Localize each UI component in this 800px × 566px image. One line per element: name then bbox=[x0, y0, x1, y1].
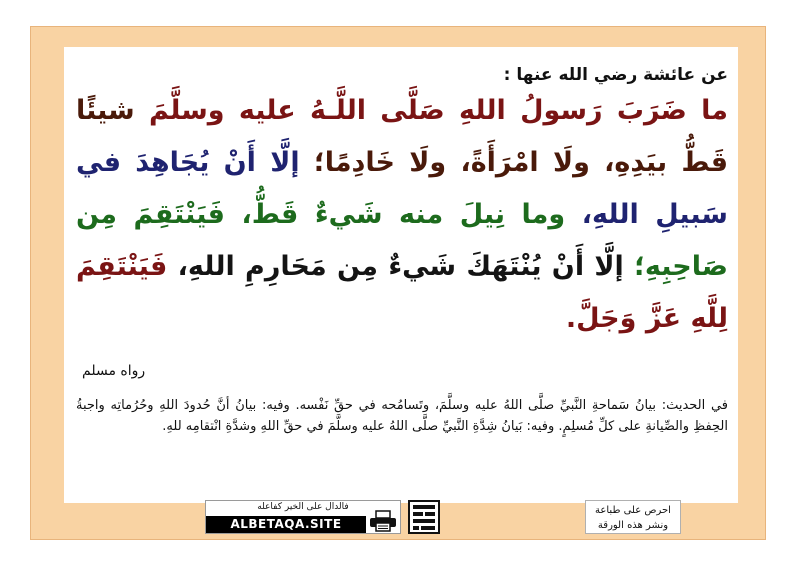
hadith-segment: فَيَنْتَقِمَ لِلَّهِ عَزَّ وَجَلَّ. bbox=[76, 251, 728, 334]
printer-icon bbox=[369, 510, 397, 532]
site-tagline: فالدال على الخير كفاعله bbox=[257, 502, 349, 512]
footer-bar bbox=[0, 495, 800, 539]
hadith-commentary: في الحديث: بيانُ سَماحةِ النَّبيِّ صلَّى اللهُ عليه وسلَّمَ، وتَسامُحه في حقِّ نَفْسه. وفيه: بيانُ أنَّ حُدودَ اللهِ وحُرُماتِه واجبةُ الحِفظِ والصِّيانةِ على كلِّ مُسلِمٍ. وفيه: بَيانُ شِدَّةِ النَّبيِّ صلَّى اللهُ عليه وسلَّمَ في حقِّ اللهِ وشدَّةِ انْتقامِه للهِ. bbox=[76, 398, 728, 434]
site-url[interactable]: ALBETAQA.SITE bbox=[206, 516, 366, 533]
dawah-paper-logo bbox=[407, 499, 441, 535]
narrator-credit: رواه مسلم bbox=[82, 363, 146, 379]
site-badge[interactable] bbox=[205, 500, 401, 534]
hadith-intro: عن عائشة رضي الله عنها : bbox=[503, 65, 728, 85]
hadith-text bbox=[76, 85, 728, 345]
hadith-segment: ما ضَرَبَ رَسولُ اللهِ صَلَّى اللَّـهُ عليه وسلَّمَ bbox=[149, 95, 728, 126]
hadith-segment: إلَّا أَنْ يُنْتَهَكَ شَيءٌ مِن مَحَارِمِ اللهِ، bbox=[177, 251, 635, 282]
hadith-segment: شيئًا قَطُّ بيَدِهِ، ولَا امْرَأَةً، ولَا خَادِمًا؛ bbox=[76, 95, 728, 178]
hadith-segment: إلَّا أَنْ يُجَاهِدَ في سَبيلِ اللهِ، bbox=[76, 147, 728, 230]
hadith-card bbox=[64, 47, 738, 503]
hadith-segment: وما نِيلَ منه شَيءٌ قَطُّ، فَيَنْتَقِمَ مِن صَاحِبِهِ؛ bbox=[76, 199, 728, 282]
cta-line-2: ونشر هذه الورقة bbox=[597, 520, 669, 531]
print-share-note bbox=[585, 500, 681, 534]
cta-line-1: احرص على طباعة bbox=[595, 505, 671, 516]
